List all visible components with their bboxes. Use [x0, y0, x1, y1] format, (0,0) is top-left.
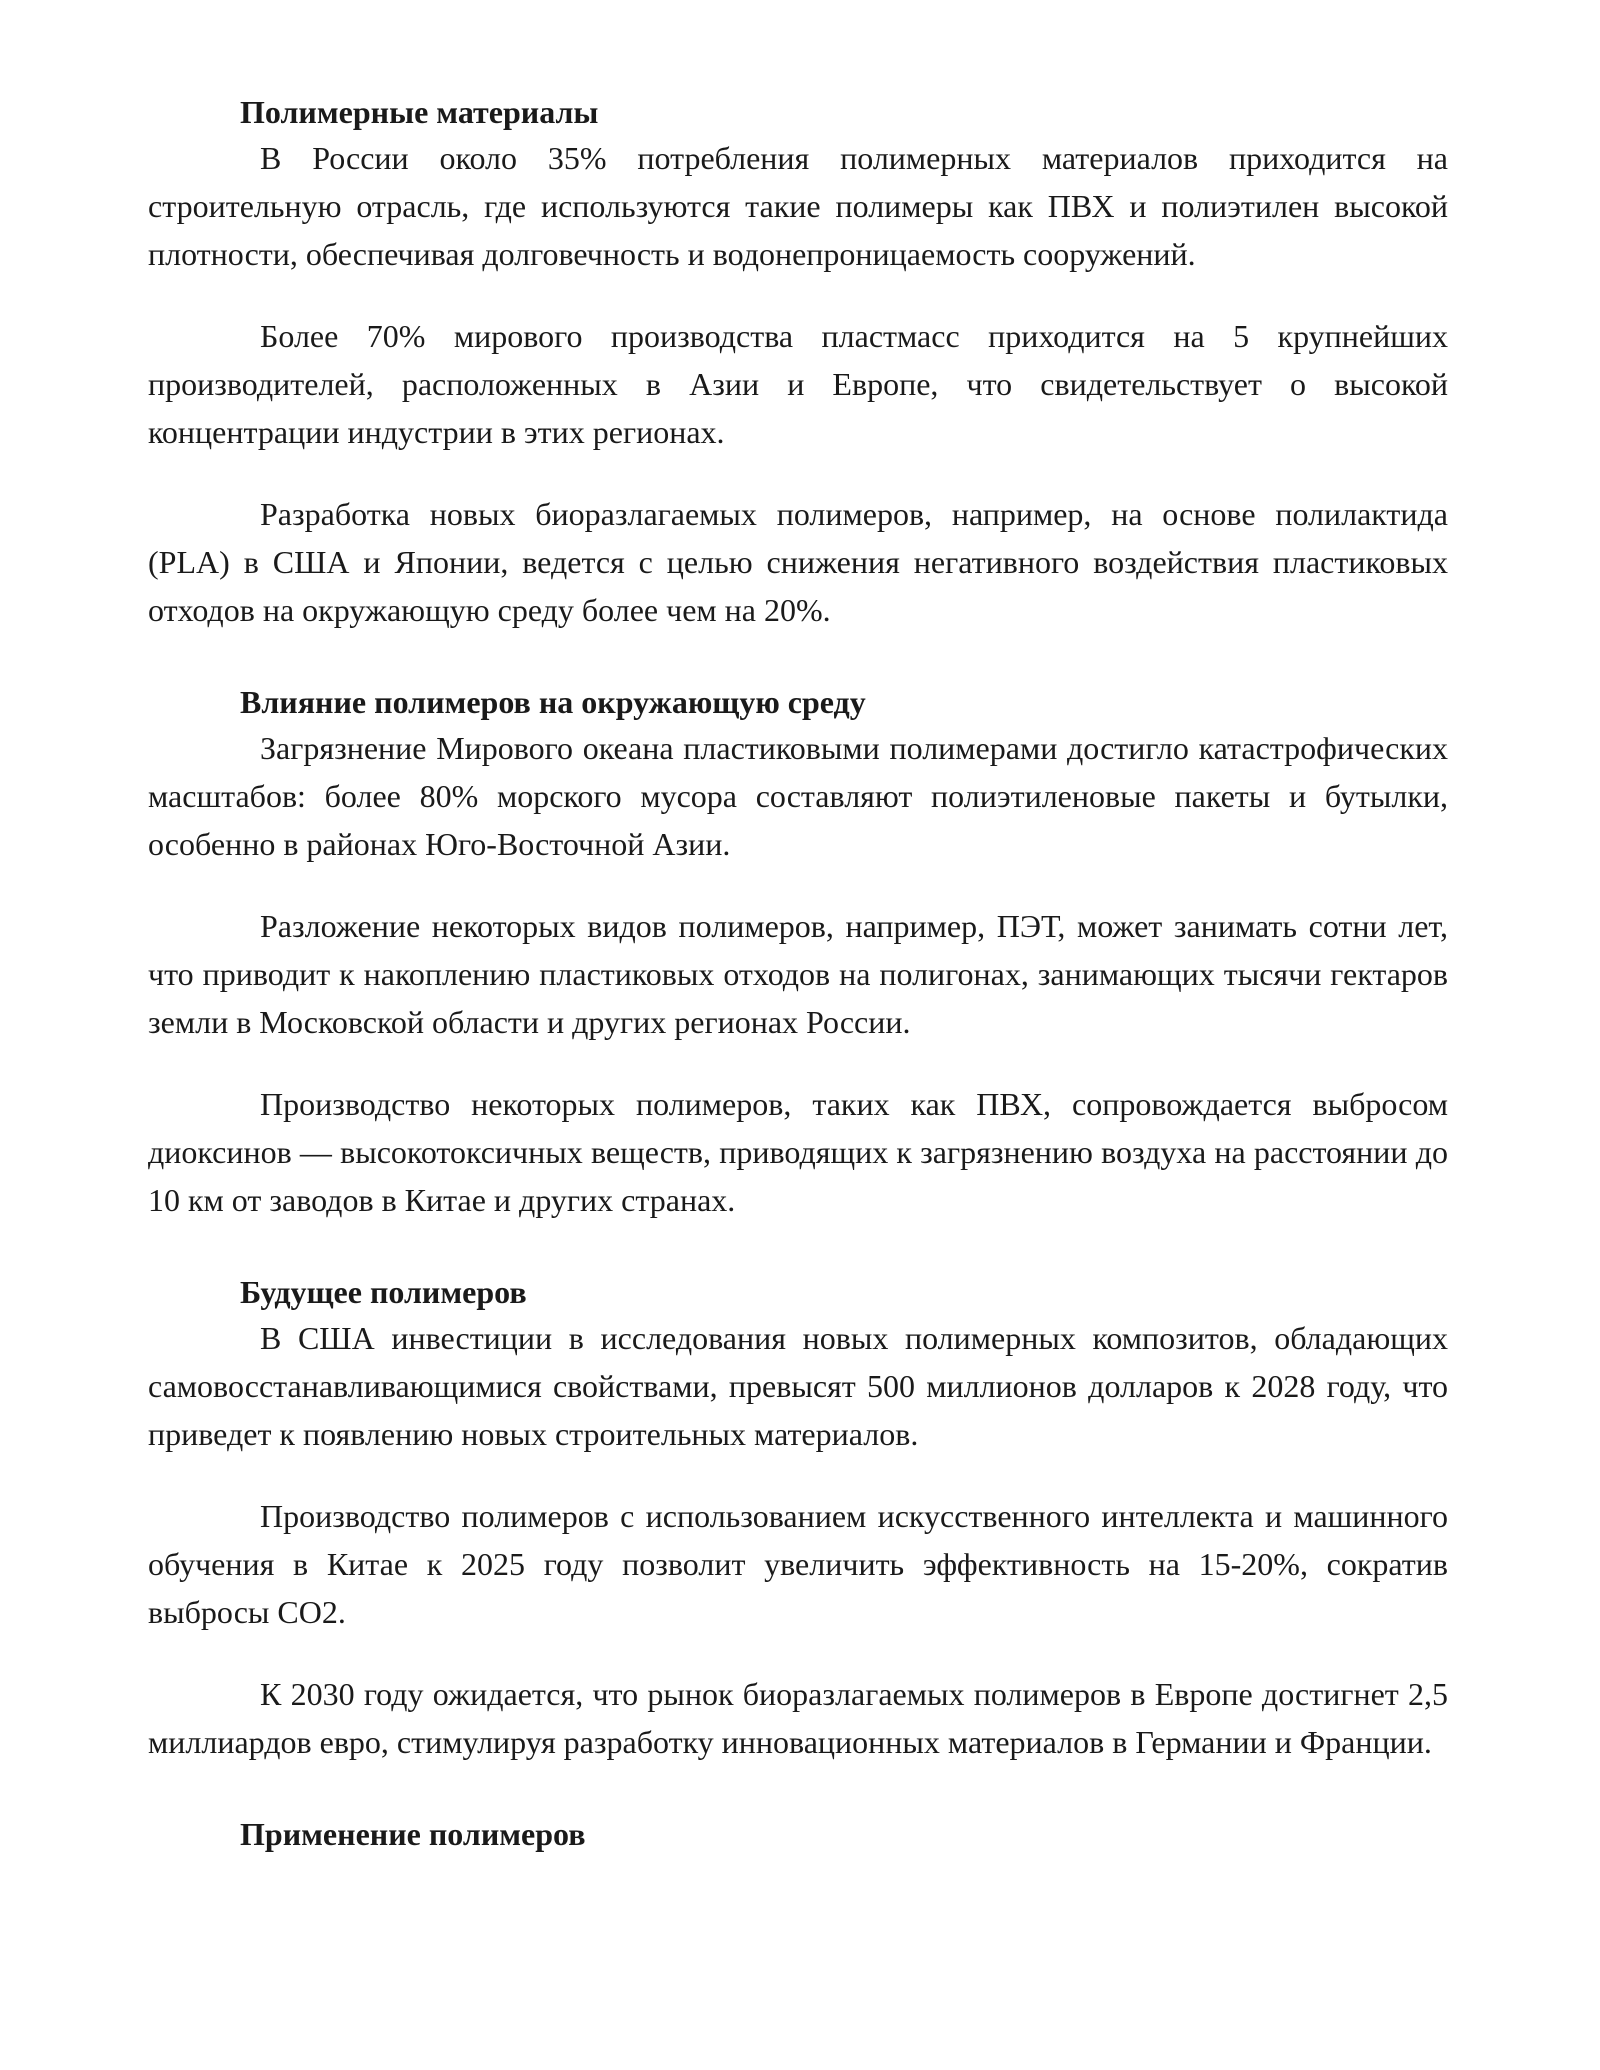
document-page — [148, 90, 1448, 1856]
paragraph: Производство некоторых полимеров, таких как ПВХ, сопровождается выбросом диоксинов — высокотоксичных веществ, приводящих к загрязнению воздуха на расстоянии до 10 км от заводов в Китае и других странах. — [148, 1086, 1448, 1218]
section-heading: Будущее полимеров — [240, 1274, 527, 1310]
section-heading: Полимерные материалы — [240, 94, 599, 130]
section-heading: Влияние полимеров на окружающую среду — [240, 684, 866, 720]
paragraph: К 2030 году ожидается, что рынок биоразлагаемых полимеров в Европе достигнет 2,5 миллиардов евро, стимулируя разработку инновационных материалов в Германии и Франции. — [148, 1676, 1448, 1760]
paragraph: Загрязнение Мирового океана пластиковыми полимерами достигло катастрофических масштабов: более 80% морского мусора составляют полиэтиленовые пакеты и бутылки, особенно в районах Юго-Восточной Азии. — [148, 730, 1448, 862]
paragraph: Производство полимеров с использованием искусственного интеллекта и машинного обучения в Китае к 2025 году позволит увеличить эффективность на 15-20%, сократив выбросы СО2. — [148, 1498, 1448, 1630]
paragraph: Более 70% мирового производства пластмасс приходится на 5 крупнейших производителей, расположенных в Азии и Европе, что свидетельствует о высокой концентрации индустрии в этих регионах. — [148, 318, 1448, 450]
paragraph: Разработка новых биоразлагаемых полимеров, например, на основе полилактида (PLA) в США и Японии, ведется с целью снижения негативного воздействия пластиковых отходов на окружающую среду более чем на 20%. — [148, 496, 1448, 628]
paragraph: В США инвестиции в исследования новых полимерных композитов, обладающих самовосстанавливающимися свойствами, превысят 500 миллионов долларов к 2028 году, что приведет к появлению новых строительных материалов. — [148, 1320, 1448, 1452]
paragraph: В России около 35% потребления полимерных материалов приходится на строительную отрасль, где используются такие полимеры как ПВХ и полиэтилен высокой плотности, обеспечивая долговечность и водонепроницаемость сооружений. — [148, 140, 1448, 272]
paragraph: Разложение некоторых видов полимеров, например, ПЭТ, может занимать сотни лет, что приводит к накоплению пластиковых отходов на полигонах, занимающих тысячи гектаров земли в Московской области и других регионах России. — [148, 908, 1448, 1040]
section-heading: Применение полимеров — [240, 1816, 586, 1852]
